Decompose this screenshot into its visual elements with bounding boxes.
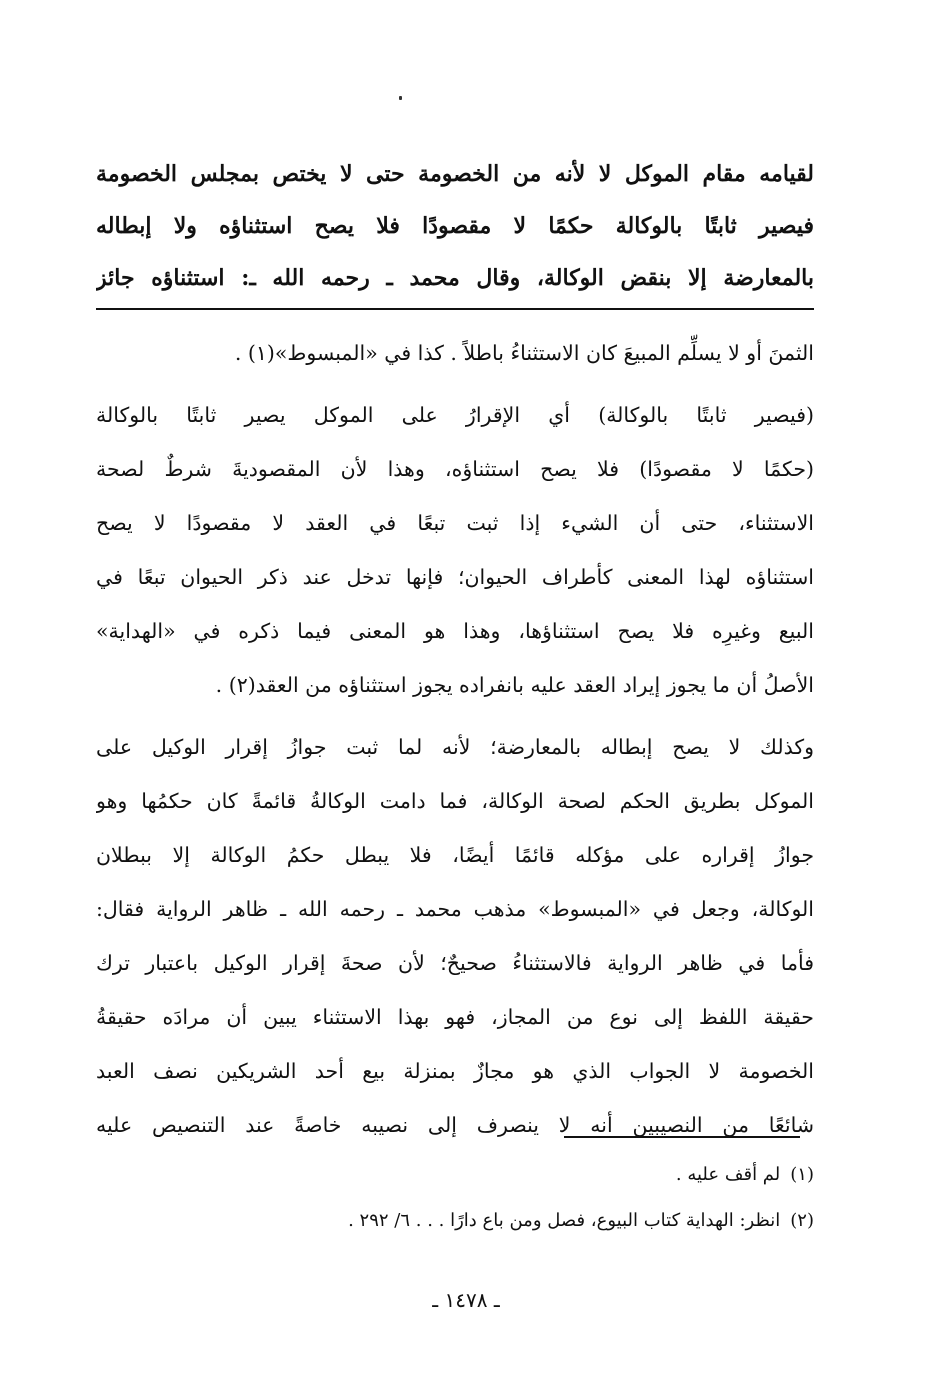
commentary-line: (فيصير ثابتًا بالوكالة) أي الإقرارُ على الموكل يصير ثابتًا بالوكالة <box>96 403 814 427</box>
commentary-line: الخصومة لا الجواب الذي هو مجازٌ بمنزلة بيع أحد الشريكين نصف العبد <box>96 1059 814 1083</box>
commentary-line: الاستثناء، حتى أن الشيء إذا ثبت تبعًا في العقد لا مقصودًا لا يصح <box>96 511 814 535</box>
commentary-line: الأصلُ أن ما يجوز إيراد العقد عليه بانفراده يجوز استثناؤه من العقد(٢) . <box>215 673 814 697</box>
matn-line: لقيامه مقام الموكل لا لأنه من الخصومة حتى لا يختص بمجلس الخصومة <box>96 161 814 187</box>
matn-separator-rule <box>96 308 814 310</box>
footnote-separator-rule <box>564 1136 800 1138</box>
matn-text-block <box>96 148 814 304</box>
footnote-number: (١) <box>790 1164 814 1185</box>
commentary-line: فأما في ظاهر الرواية فالاستثناءُ صحيحٌ؛ لأن صحةَ إقرار الوكيل باعتبار ترك <box>96 951 814 975</box>
commentary-paragraph <box>96 326 814 380</box>
commentary-line: وكذلك لا يصح إبطاله بالمعارضة؛ لأنه لما ثبت جوازُ إقرار الوكيل على <box>96 735 814 759</box>
commentary-line: شائعًا من النصيبين أنه لا ينصرف إلى نصيبه خاصةً عند التنصيص عليه <box>96 1113 814 1137</box>
commentary-line: الموكل بطريق الحكم لصحة الوكالة، فما دامت الوكالةُ قائمةً كان حكمُها وهو <box>96 789 814 813</box>
commentary-paragraph <box>96 388 814 712</box>
footnotes-block <box>194 1152 814 1244</box>
commentary-line: جوازُ إقراره على مؤكله قائمًا أيضًا، فلا يبطل حكمُ الوكالة إلا ببطلان <box>96 843 814 867</box>
footnote-number: (٢) <box>790 1210 814 1231</box>
matn-line: بالمعارضة إلا بنقض الوكالة، وقال محمد ـ رحمه الله ـ: استثناؤه جائز <box>96 265 814 291</box>
footnote <box>194 1198 814 1244</box>
commentary-line: (حكمًا لا مقصودًا) فلا يصح استثناؤه، وهذا لأن المقصوديةَ شرطٌ لصحة <box>96 457 814 481</box>
page-number: ـ ١٤٧٨ ـ <box>432 1288 500 1312</box>
scan-speck <box>399 96 402 100</box>
commentary-line: استثناؤه لهذا المعنى كأطراف الحيوان؛ فإنها تدخل عند ذكر الحيوان تبعًا في <box>96 565 814 589</box>
commentary-line: الثمنَ أو لا يسلِّم المبيعَ كان الاستثناءُ باطلاً . كذا في «المبسوط»(١) . <box>234 341 814 365</box>
footnote-text: لم أقف عليه . <box>675 1164 781 1185</box>
commentary-line: البيع وغيرِه فلا يصح استثناؤها، وهذا هو المعنى فيما ذكره في «الهداية» <box>96 619 814 643</box>
matn-line: فيصير ثابتًا بالوكالة حكمًا لا مقصودًا فلا يصح استثناؤه ولا إبطاله <box>96 213 814 239</box>
commentary-line: الوكالة، وجعل في «المبسوط» مذهب محمد ـ رحمه الله ـ ظاهر الرواية فقال: <box>96 897 814 921</box>
commentary-paragraph <box>96 720 814 1152</box>
commentary-line: حقيقة اللفظ إلى نوع من المجاز، فهو بهذا الاستثناء يبين أن مرادَه حقيقةُ <box>96 1005 814 1029</box>
commentary-text-block <box>96 326 814 1152</box>
footnote <box>194 1152 814 1198</box>
footnote-text: انظر: الهداية كتاب البيوع، فصل ومن باع دارًا . . . ٦/ ٢٩٢ . <box>348 1210 781 1231</box>
